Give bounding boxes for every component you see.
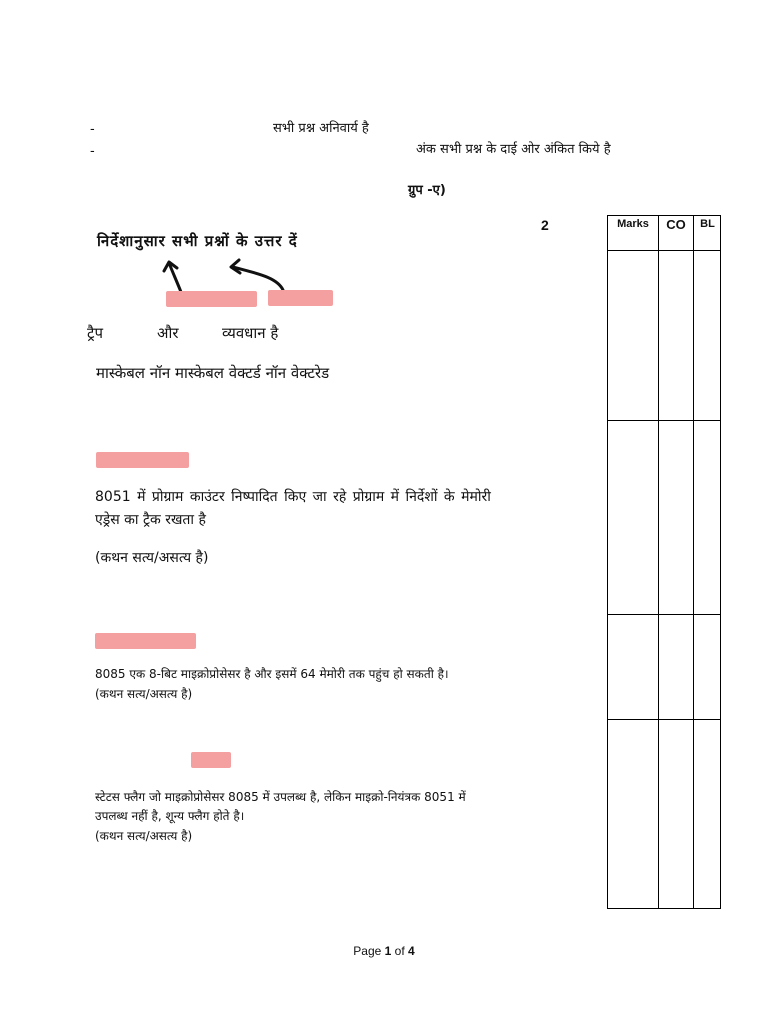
interrupt-types: मास्केबल नॉन मास्केबल वेक्टर्ड नॉन वेक्टरेड — [96, 364, 330, 382]
instruction-2: अंक सभी प्रश्न के दाई ओर अंकित किये है — [416, 142, 611, 157]
question-3-true-false: (कथन सत्य/असत्य है) — [95, 687, 193, 701]
marks-table — [607, 215, 721, 909]
instruction-bullet-1: - — [90, 122, 95, 137]
option-word-3: व्यवधान है — [222, 324, 279, 342]
header-marks: Marks — [617, 218, 649, 230]
page-current: 1 — [384, 944, 392, 958]
question-2-line-2: एड्रेस का ट्रैक रखता है — [95, 512, 206, 528]
header-co: CO — [666, 217, 686, 232]
question-4-line-1: स्टेटस फ्लैग जो माइक्रोप्रोसेसर 8085 में उपलब्ध है, लेकिन माइक्रो-नियंत्रक 8051 में — [95, 790, 466, 804]
option-word-1: ट्रैप — [87, 324, 104, 342]
question-4-line-2: उपलब्ध नहीं है, शून्य फ्लैग होते है। — [95, 809, 245, 823]
question-2-line-1: 8051 में प्रोग्राम काउंटर निष्पादित किए जा रहे प्रोग्राम में निर्देशों के मेमोरी — [95, 489, 491, 505]
redaction-block — [96, 452, 189, 468]
redaction-block — [95, 633, 196, 649]
page-of-label: of — [394, 944, 405, 958]
question-4-true-false: (कथन सत्य/असत्य है) — [95, 829, 193, 843]
page-total: 4 — [408, 944, 415, 958]
option-word-2: और — [157, 324, 179, 342]
page-label: Page — [353, 944, 382, 958]
instruction-1: सभी प्रश्न अनिवार्य है — [273, 121, 369, 136]
question-2-true-false: (कथन सत्य/असत्य है) — [95, 550, 209, 566]
redaction-block — [191, 752, 231, 768]
marks-value: 2 — [541, 217, 549, 233]
page-footer — [0, 944, 768, 958]
redaction-block — [268, 290, 333, 306]
header-bl: BL — [700, 218, 715, 230]
instruction-bullet-2: - — [90, 144, 95, 159]
redaction-block — [166, 291, 257, 307]
question-3-line-1: 8085 एक 8-बिट माइक्रोप्रोसेसर है और इसमें 64 मेमोरी तक पहुंच हो सकती है। — [95, 667, 449, 681]
section-heading: निर्देशानुसार सभी प्रश्नों के उत्तर दें — [97, 232, 298, 250]
group-title: ग्रुप -ए) — [408, 183, 446, 198]
